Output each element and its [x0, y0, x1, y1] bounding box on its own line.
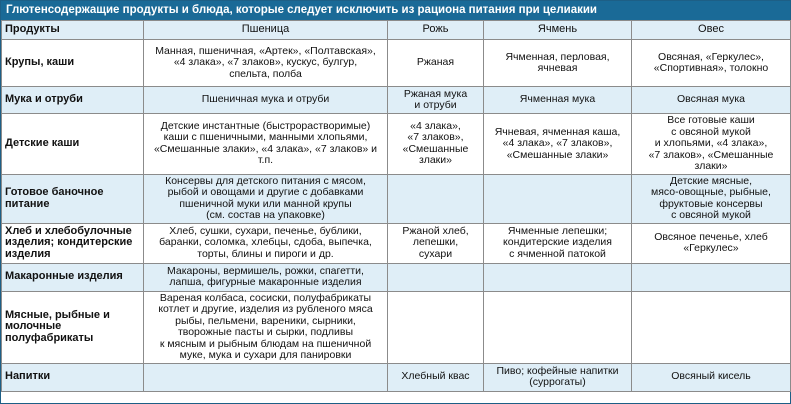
cell-rye: Ржаная	[416, 56, 455, 69]
cell-rye: «4 злака», «7 злаков», «Смешанные злаки»	[402, 119, 469, 167]
row-label: Крупы, каши	[2, 40, 144, 87]
row-label: Мясные, рыбные и молочные полуфабрикаты	[2, 291, 144, 363]
gluten-products-table	[1, 20, 791, 392]
table-row	[2, 223, 791, 263]
table-row	[2, 291, 791, 363]
row-label: Хлеб и хлебобулочные изделия; кондитерские изделия	[2, 223, 144, 263]
cell-wheat: Макароны, вермишель, рожки, спагетти, лапша, фигурные макаронные изделия	[167, 264, 364, 288]
table-row	[2, 174, 791, 223]
col-header-oats: Овес	[632, 21, 791, 40]
cell-barley: Пиво; кофейные напитки (суррогаты)	[496, 364, 619, 388]
cell-oats: Овсяная, «Геркулес», «Спортивная», толокно	[653, 50, 769, 74]
cell-rye: Хлебный квас	[401, 370, 470, 383]
cell-oats: Овсяный кисель	[671, 370, 751, 383]
cell-barley: Ячневая, ячменная каша, «4 злака», «7 злаков», «Смешанные злаки»	[494, 125, 621, 161]
cell-oats: Овсяное печенье, хлеб «Геркулес»	[654, 230, 768, 254]
col-header-rye: Рожь	[388, 21, 484, 40]
cell-rye: Ржаная мука и отруби	[403, 87, 468, 111]
cell-wheat: Манная, пшеничная, «Артек», «Полтавская», «4 злака», «7 злаков», кускус, булгур, спельта, полба	[155, 44, 376, 80]
table-row	[2, 263, 791, 291]
row-label: Детские каши	[2, 114, 144, 175]
cell-oats: Все готовые каши с овсяной мукой и хлопьями, «4 злака», «7 злаков», «Смешанные злаки»	[648, 114, 774, 172]
table-title: Глютенсодержащие продукты и блюда, которые следует исключить из рациона питания при целиакии	[1, 1, 790, 20]
cell-barley: Ячменные лепешки; кондитерские изделия с ячменной патокой	[503, 224, 612, 260]
row-label: Макаронные изделия	[2, 263, 144, 291]
col-header-barley: Ячмень	[484, 21, 632, 40]
cell-wheat: Консервы для детского питания с мясом, рыбой и овощами и другие с добавками пшеничной муки или манной крупы (см. состав на упаковке)	[165, 174, 366, 221]
cell-wheat: Вареная колбаса, сосиски, полуфабрикаты котлет и другие, изделия из рубленого мяса рыбы, пельмени, вареники, сырники, творожные пасты и сырки, подливы к мясным и рыбным блюдам на пшеничной муке, мука и сухари для панировки	[158, 291, 373, 361]
col-header-wheat: Пшеница	[144, 21, 388, 40]
cell-oats: Овсяная мука	[676, 93, 746, 106]
cell-wheat: Детские инстантные (быстрорастворимые) каши с пшеничными, манными хлопьями, «Смешанные злаки», «4 злака», «7 злаков» и т.п.	[153, 119, 378, 167]
table-row	[2, 363, 791, 391]
header-row	[2, 21, 791, 40]
row-label: Напитки	[2, 363, 144, 391]
table-row	[2, 40, 791, 87]
row-label: Готовое баночное питание	[2, 174, 144, 223]
row-label: Мука и отруби	[2, 87, 144, 114]
cell-barley: Ячменная, перловая, ячневая	[505, 50, 610, 74]
cell-barley: Ячменная мука	[519, 93, 596, 106]
cell-rye: Ржаной хлеб, лепешки, сухари	[402, 224, 469, 260]
cell-wheat: Пшеничная мука и отруби	[201, 93, 330, 106]
cell-oats: Детские мясные, мясо-овощные, рыбные, фруктовые консервы с овсяной мукой	[651, 174, 771, 221]
table-row	[2, 114, 791, 175]
col-header-products: Продукты	[2, 21, 144, 40]
table-row	[2, 87, 791, 114]
cell-wheat: Хлеб, сушки, сухари, печенье, бублики, баранки, соломка, хлебцы, сдоба, выпечка, торты, блины и пироги и др.	[159, 224, 372, 260]
